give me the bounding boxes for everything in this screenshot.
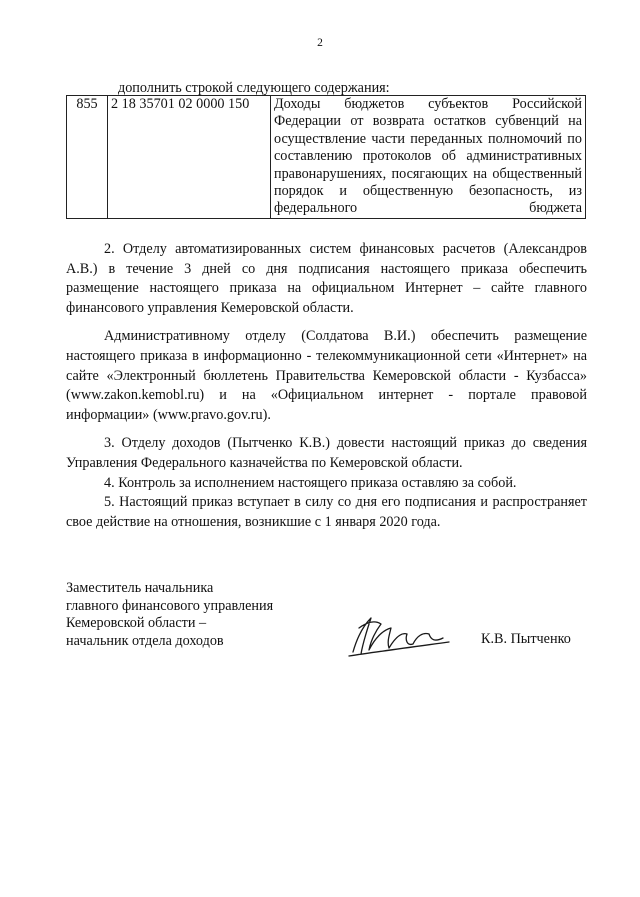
budget-code-table xyxy=(66,95,586,219)
description-cell: Доходы бюджетов субъектов Российской Федерации от возврата остатков субвенций на осуществление части переданных полномочий по составлению протоколов об административных правонарушениях, посягающих на общественный порядок и общественную безопасность, из федерального бюджета xyxy=(271,96,586,219)
table-row xyxy=(67,96,586,219)
admin-code-cell: 855 xyxy=(67,96,108,219)
signatory-title xyxy=(66,580,273,650)
paragraph-admin-dept: Административному отделу (Солдатова В.И.) обеспечить размещение настоящего приказа в информационно - телекоммуникационной сети «Интернет» на сайте «Электронный бюллетень Правительства Кемеровской области - Кузбасса» (www.zakon.kemobl.ru) и на «Официальном интернет - портале правовой информации» (www.pravo.gov.ru). xyxy=(66,328,587,423)
signatory-title-line: начальник отдела доходов xyxy=(66,632,224,649)
kbk-code-cell: 2 18 35701 02 0000 150 xyxy=(108,96,271,219)
paragraph-item-5: 5. Настоящий приказ вступает в силу со дня его подписания и распространяет свое действие на отношения, возникшие с 1 января 2020 года. xyxy=(66,494,587,530)
paragraph-item-3: 3. Отделу доходов (Пытченко К.В.) довести настоящий приказ до сведения Управления Федерального казначейства по Кемеровской области. xyxy=(66,435,587,471)
signatory-title-line: Заместитель начальника xyxy=(66,580,214,596)
paragraph-item-2: 2. Отделу автоматизированных систем финансовых расчетов (Александров А.В.) в течение 3 дней со дня подписания настоящего приказа обеспечить размещение настоящего приказа на официальном Интернет – сайте главного финансового управления Кемеровской области. xyxy=(66,241,587,316)
signatory-title-line: Кемеровской области – xyxy=(66,615,207,631)
page-number: 2 xyxy=(317,37,323,49)
handwritten-signature xyxy=(345,608,455,664)
order-body xyxy=(66,240,587,532)
paragraph-item-4: 4. Контроль за исполнением настоящего приказа оставляю за собой. xyxy=(104,474,517,491)
intro-line: дополнить строкой следующего содержания: xyxy=(118,80,390,96)
signatory-title-line: главного финансового управления xyxy=(66,597,274,614)
signatory-name: К.В. Пытченко xyxy=(481,631,571,647)
